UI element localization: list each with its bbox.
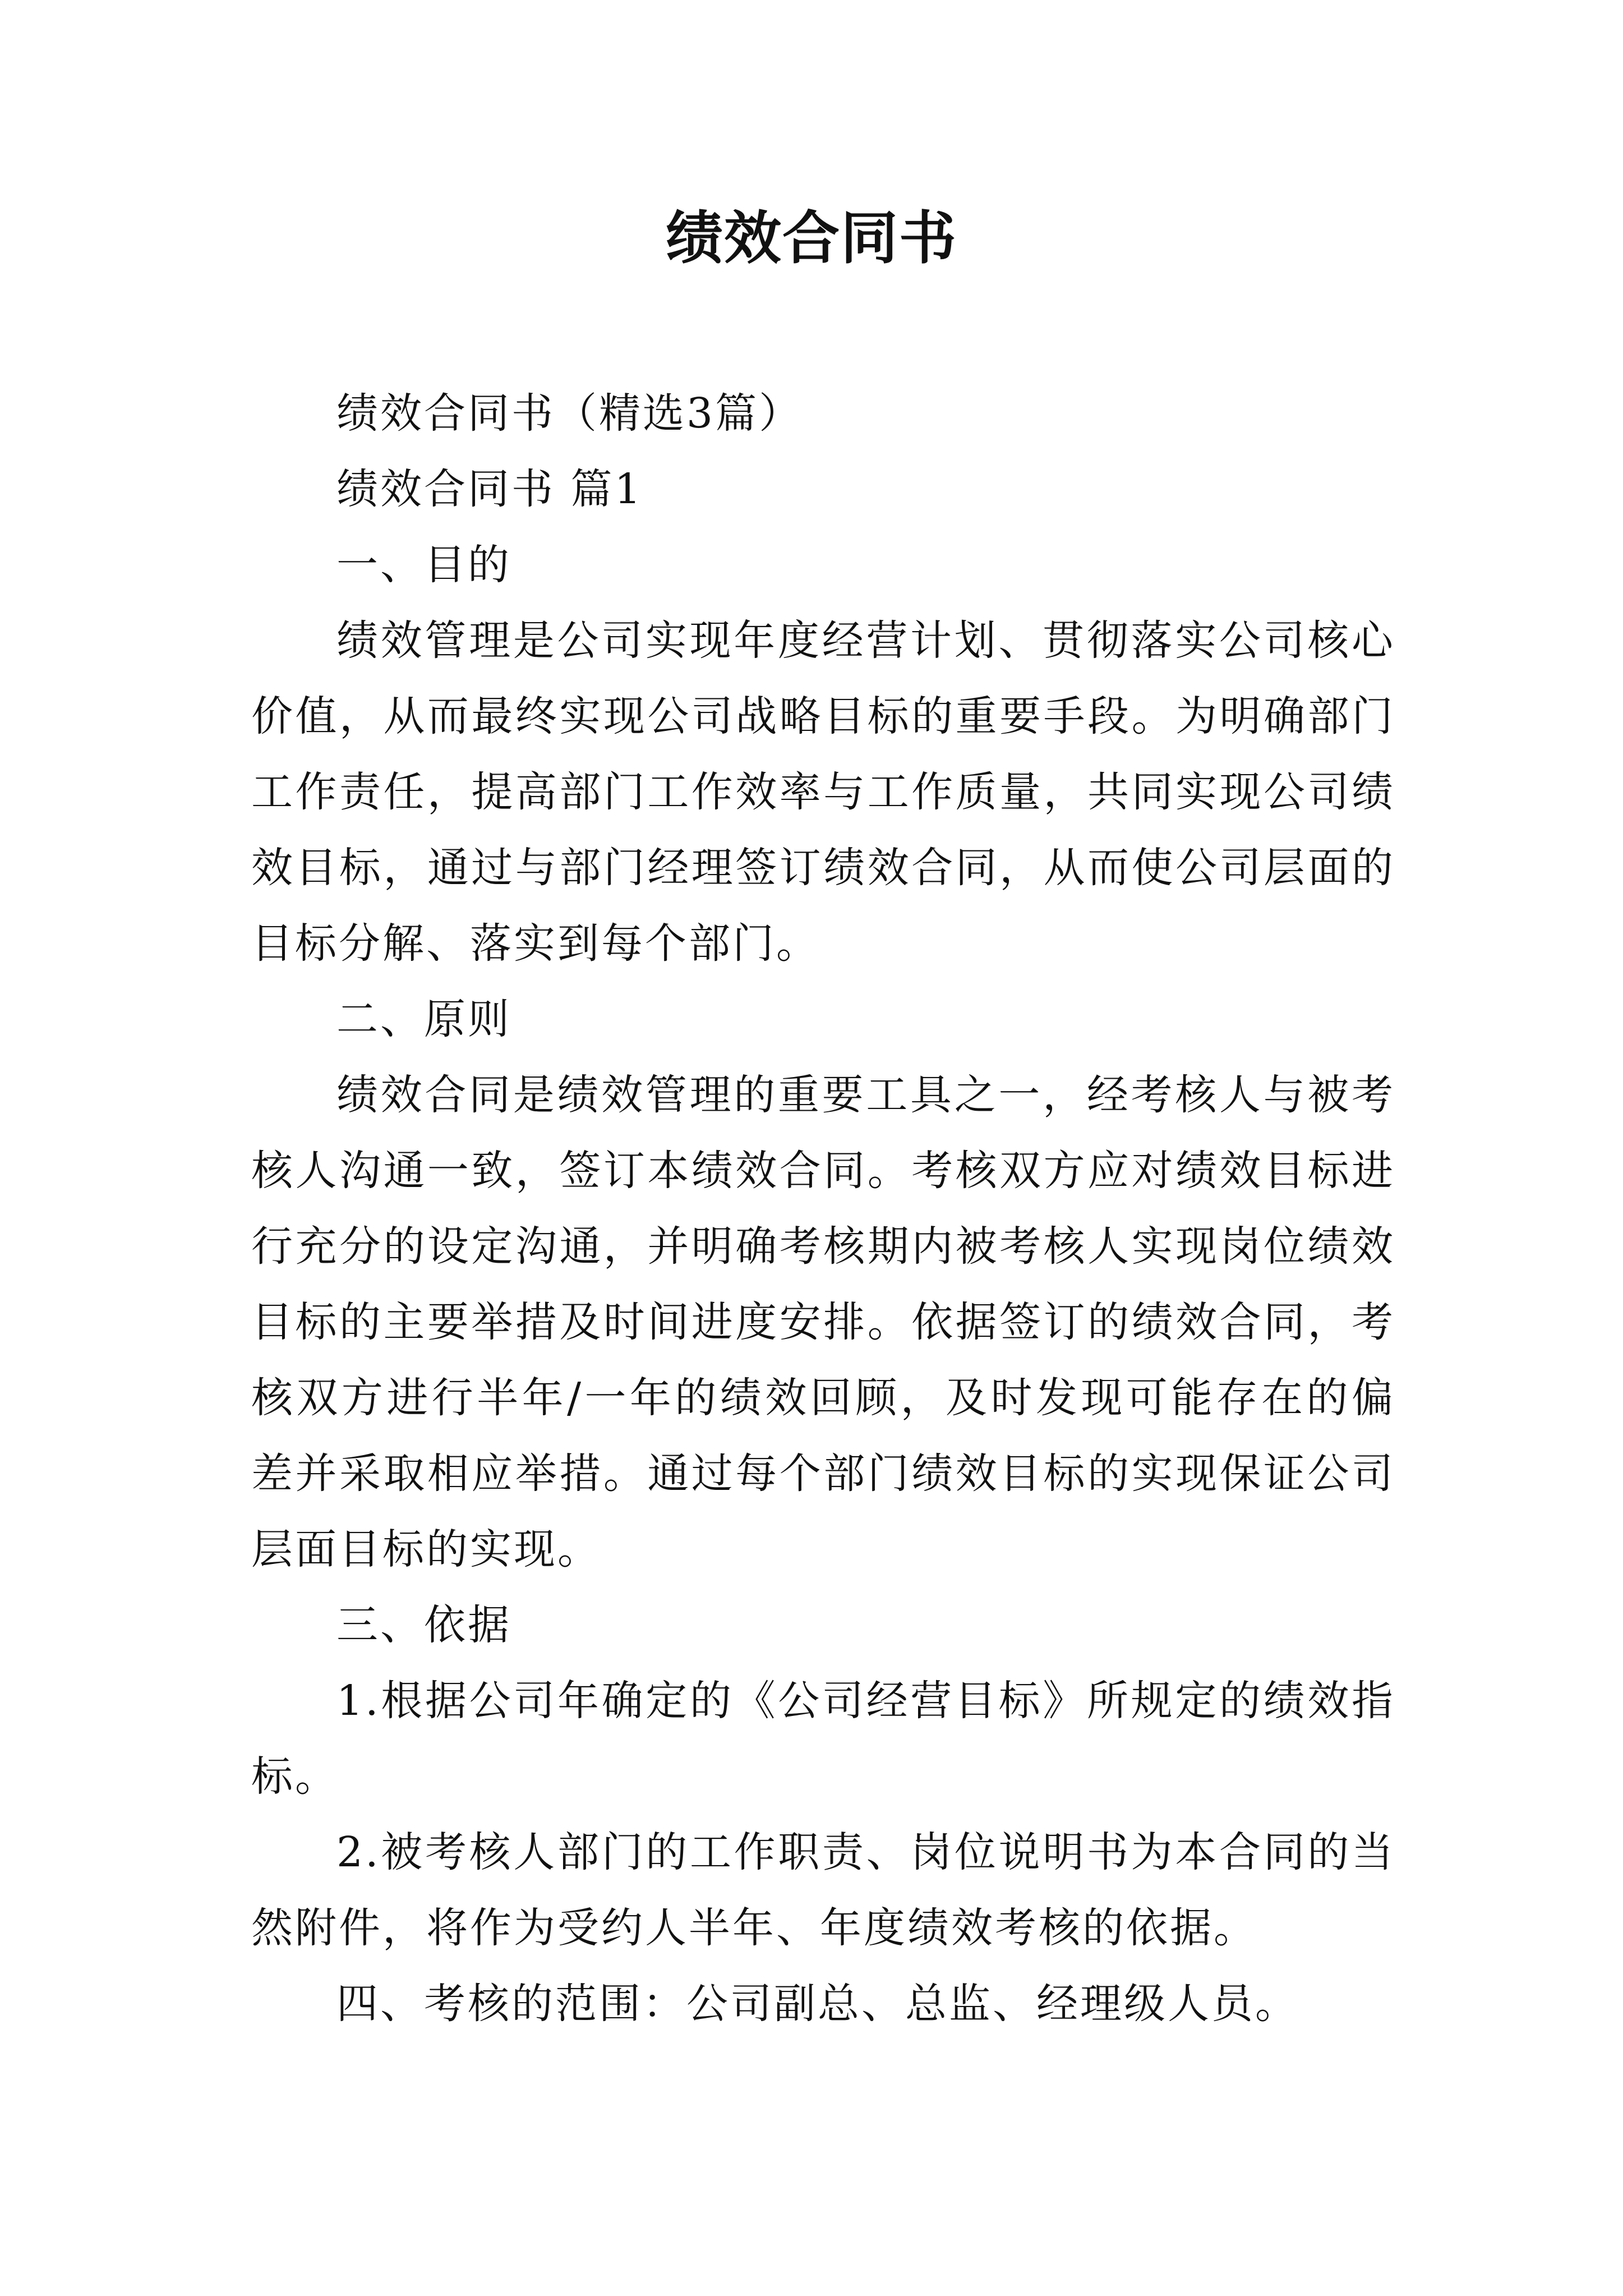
subtitle: 绩效合同书（精选3篇） (336, 389, 803, 438)
basis-item-2: 2.被考核人部门的工作职责、岗位说明书为本合同的当然附件，将作为受约人半年、年度绩效考核的依据。 (251, 1828, 1395, 1952)
heading-scope: 四、考核的范围：公司副总、总监、经理级人员。 (336, 1980, 1299, 2028)
heading-basis: 三、依据 (336, 1601, 511, 1649)
paragraph-purpose: 绩效管理是公司实现年度经营计划、贯彻落实公司核心价值，从而最终实现公司战略目标的重要手段。为明确部门工作责任，提高部门工作效率与工作质量，共同实现公司绩效目标，通过与部门经理签订绩效合同，从而使公司层面的目标分解、落实到每个部门。 (251, 616, 1395, 968)
document-body (251, 376, 1395, 2042)
basis-item-1: 1.根据公司年确定的《公司经营目标》所规定的绩效指标。 (251, 1677, 1395, 1801)
document-title: 绩效合同书 (666, 205, 957, 272)
heading-purpose: 一、目的 (336, 541, 511, 589)
paragraph-principles: 绩效合同是绩效管理的重要工具之一，经考核人与被考核人沟通一致，签订本绩效合同。考核双方应对绩效目标进行充分的设定沟通，并明确考核期内被考核人实现岗位绩效目标的主要举措及时间进度安排。依据签订的绩效合同，考核双方进行半年/一年的绩效回顾，及时发现可能存在的偏差并采取相应举措。通过每个部门绩效目标的实现保证公司层面目标的实现。 (251, 1071, 1395, 1573)
heading-principles: 二、原则 (336, 995, 511, 1043)
section-heading-part-1: 绩效合同书 篇1 (336, 465, 643, 513)
